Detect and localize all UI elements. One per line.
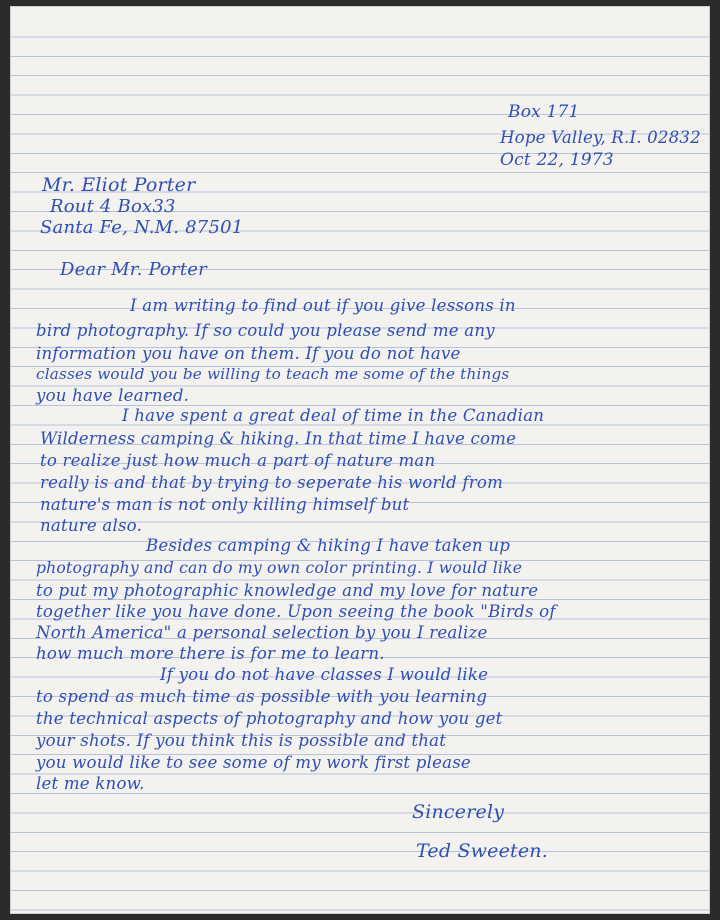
body-line-17: how much more there is for me to learn. <box>36 644 385 663</box>
letter-page <box>10 6 710 914</box>
body-line-7: Wilderness camping & hiking. In that time I have come <box>40 429 517 448</box>
body-line-11: nature also. <box>40 516 143 535</box>
body-line-16: North America" a personal selection by you I realize <box>36 623 488 642</box>
body-line-2: bird photography. If so could you please send me any <box>36 321 495 340</box>
body-line-5: you have learned. <box>36 386 190 405</box>
body-line-20: the technical aspects of photography and how you get <box>36 709 503 728</box>
body-line-6: I have spent a great deal of time in the Canadian <box>122 406 545 425</box>
body-line-1: I am writing to find out if you give lessons in <box>130 296 516 315</box>
body-line-4: classes would you be willing to teach me some of the things <box>36 365 510 383</box>
closing: Sincerely <box>412 801 505 823</box>
return-address-line-1: Box 171 <box>508 102 580 122</box>
return-address-line-3: Oct 22, 1973 <box>500 150 614 170</box>
body-line-23: let me know. <box>36 774 145 793</box>
body-line-21: your shots. If you think this is possible and that <box>36 731 447 750</box>
recipient-city: Santa Fe, N.M. 87501 <box>40 217 244 238</box>
body-line-13: photography and can do my own color printing. I would like <box>36 559 523 577</box>
body-line-12: Besides camping & hiking I have taken up <box>146 536 511 555</box>
recipient-street: Rout 4 Box33 <box>50 196 176 217</box>
body-line-10: nature's man is not only killing himself but <box>40 495 410 514</box>
body-line-3: information you have on them. If you do not have <box>36 344 461 363</box>
body-line-22: you would like to see some of my work first please <box>36 753 471 772</box>
body-line-8: to realize just how much a part of nature man <box>40 451 436 470</box>
return-address-line-2: Hope Valley, R.I. 02832 <box>500 128 701 147</box>
body-line-18: If you do not have classes I would like <box>160 665 489 684</box>
recipient-name: Mr. Eliot Porter <box>42 174 196 196</box>
signature: Ted Sweeten. <box>416 840 548 862</box>
body-line-9: really is and that by trying to seperate his world from <box>40 473 504 492</box>
salutation: Dear Mr. Porter <box>60 259 207 280</box>
body-line-19: to spend as much time as possible with you learning <box>36 687 488 706</box>
body-line-15: together like you have done. Upon seeing the book "Birds of <box>36 602 556 621</box>
body-line-14: to put my photographic knowledge and my love for nature <box>36 581 539 600</box>
